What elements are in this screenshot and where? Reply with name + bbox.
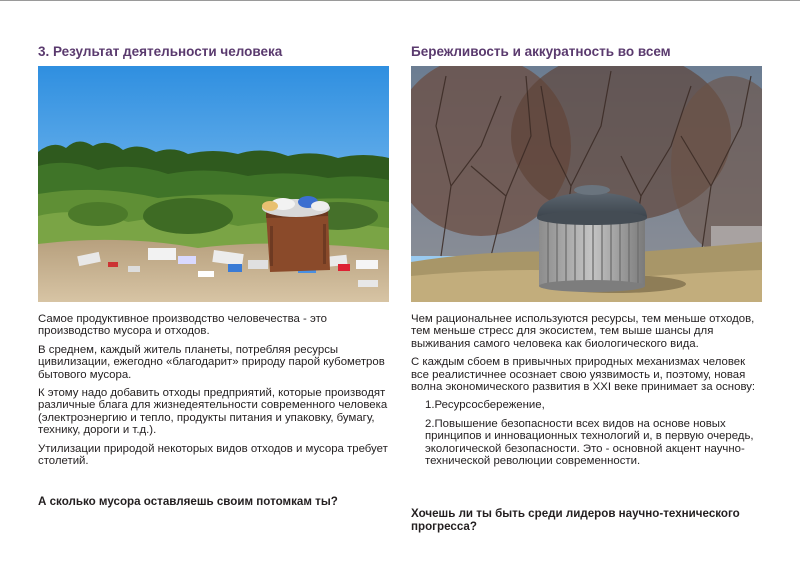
garbage-photo <box>38 66 389 302</box>
right-heading: Бережливость и аккуратность во всем <box>411 44 671 59</box>
right-paragraph: Чем рациональнее используются ресурсы, тем меньше отходов, тем меньше стресс для экосистем, тем выше шансы для выживания самого человека как биологического вида. <box>411 313 755 350</box>
left-paragraph: К этому надо добавить отходы предприятий, которые производят различные блага для жизнедеятельности современного человека (электроэнергию и тепло, продукты питания и упаковку, бумагу, технику, дороги и т.д.). <box>38 387 388 437</box>
left-body <box>38 313 390 473</box>
list-item: 2.Повышение безопасности всех видов на основе новых принципов и инновационных технологий и, в первую очередь, экологической безопасности. Это - основной акцент научно-технической революции современности. <box>425 417 754 468</box>
top-rule <box>0 0 800 1</box>
right-paragraph: С каждым сбоем в привычных природных механизмах человек все реалистичнее осознает свою уязвимость и, поэтому, новая волна экономического развития в XXI веке принимает за основу: <box>411 356 756 394</box>
left-paragraph: Утилизации природой некоторых видов отходов и мусора требует столетий. <box>38 442 388 468</box>
left-paragraph: В среднем, каждый житель планеты, потребляя ресурсы цивилизации, ежегодно «благодарит» природу парой кубометров бытового мусора. <box>38 343 385 381</box>
list-item: 1.Ресурсосбережение, <box>425 399 545 412</box>
principles-list <box>411 399 763 467</box>
left-paragraph: Самое продуктивное производство человечества - это производство мусора и отходов. <box>38 313 327 338</box>
bin-photo <box>411 66 762 302</box>
left-heading: 3. Результат деятельности человека <box>38 44 283 59</box>
right-body <box>411 313 763 473</box>
left-question: А сколько мусора оставляешь своим потомкам ты? <box>38 495 338 508</box>
right-question: Хочешь ли ты быть среди лидеров научно-технического прогресса? <box>411 507 740 533</box>
